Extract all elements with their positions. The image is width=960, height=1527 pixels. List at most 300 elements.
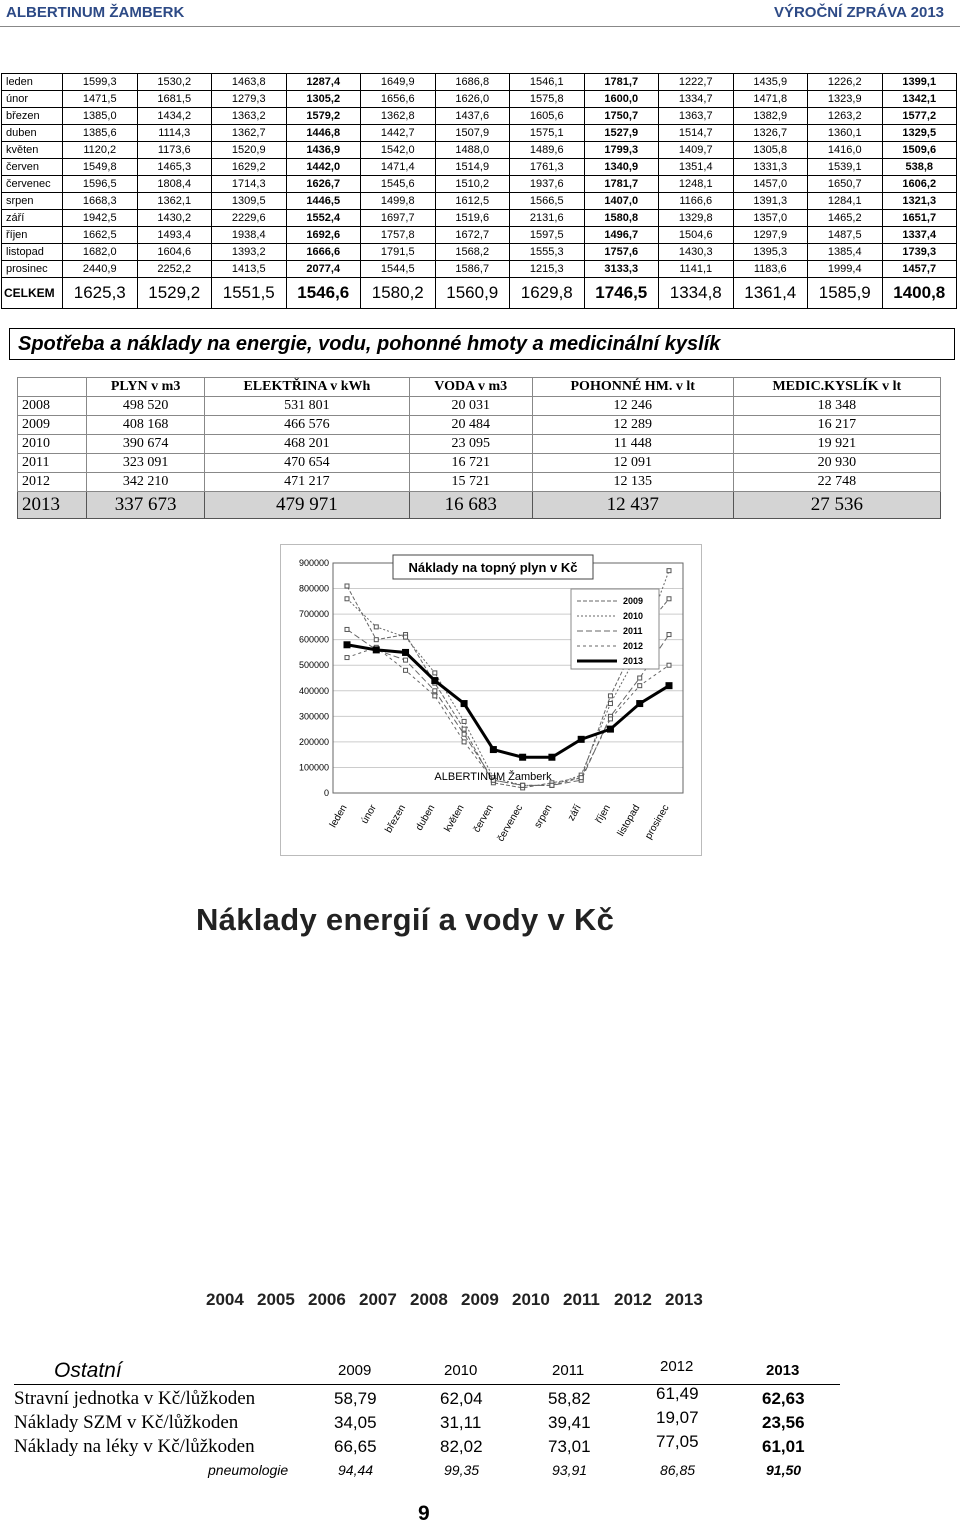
- page-number: 9: [418, 1502, 430, 1525]
- table-row: [2, 91, 957, 108]
- energy-section-title: Spotřeba a náklady na energie, vodu, pohonné hmoty a medicinální kyslík: [18, 333, 721, 355]
- ostatni-row-label: Náklady na léky v Kč/lůžkoden: [14, 1436, 255, 1457]
- month-label: listopad: [2, 244, 63, 261]
- data-point: [374, 638, 378, 642]
- ostatni-row-label: Náklady SZM v Kč/lůžkoden: [14, 1412, 239, 1433]
- pneumologie-label: pneumologie: [208, 1462, 289, 1478]
- data-point: [637, 701, 643, 707]
- table-cell: 2131,6: [510, 210, 585, 227]
- ostatni-cell: 58,82: [548, 1389, 591, 1408]
- table-row: [2, 159, 957, 176]
- y-tick-label: 100000: [298, 762, 329, 773]
- table-cell: 1529,2: [137, 278, 212, 309]
- table-cell: 1362,1: [137, 193, 212, 210]
- gas-cost-chart: [280, 544, 702, 856]
- column-header: POHONNÉ HM. v lt: [532, 378, 733, 397]
- table-cell: 470 654: [205, 454, 409, 473]
- table-cell: 1173,6: [137, 142, 212, 159]
- ostatni-cell: 58,79: [334, 1389, 377, 1408]
- table-cell: 15 721: [409, 473, 532, 492]
- year-label: 2007: [359, 1290, 397, 1309]
- x-tick-label: únor: [359, 803, 379, 826]
- table-cell: 1682,0: [63, 244, 138, 261]
- table-cell: 1409,7: [659, 142, 734, 159]
- table-cell: 1596,5: [63, 176, 138, 193]
- table-cell: 1656,6: [361, 91, 436, 108]
- table-cell: 1326,7: [733, 125, 808, 142]
- table-cell: 1331,3: [733, 159, 808, 176]
- month-label: srpen: [2, 193, 63, 210]
- table-cell: 1504,6: [659, 227, 734, 244]
- row-year: 2011: [18, 454, 87, 473]
- data-point: [578, 736, 584, 742]
- data-point: [404, 658, 408, 662]
- table-row: [2, 261, 957, 278]
- chart-title: Náklady na topný plyn v Kč: [408, 560, 578, 575]
- x-tick-label: prosinec: [643, 803, 672, 842]
- row-year: 2013: [18, 492, 87, 519]
- table-cell: 1580,8: [584, 210, 659, 227]
- ostatni-cell: 73,01: [548, 1437, 591, 1456]
- table-cell: 1604,6: [137, 244, 212, 261]
- table-row: [2, 125, 957, 142]
- year-label: 2011: [563, 1290, 600, 1309]
- table-cell: 1329,5: [882, 125, 957, 142]
- table-cell: 1750,7: [584, 108, 659, 125]
- month-label: prosinec: [2, 261, 63, 278]
- x-tick-label: září: [565, 803, 584, 823]
- data-point: [404, 635, 408, 639]
- table-cell: 1539,1: [808, 159, 883, 176]
- table-cell: 531 801: [205, 397, 409, 416]
- month-label: březen: [2, 108, 63, 125]
- table-cell: 1799,3: [584, 142, 659, 159]
- table-cell: 1746,5: [584, 278, 659, 309]
- data-point: [461, 701, 467, 707]
- table-cell: 471 217: [205, 473, 409, 492]
- x-tick-label: květen: [442, 803, 467, 835]
- table-cell: 1337,4: [882, 227, 957, 244]
- ostatni-year-header: 2010: [444, 1362, 478, 1379]
- x-tick-label: červenec: [495, 803, 526, 844]
- table-cell: 1714,3: [212, 176, 287, 193]
- year-label: 2010: [512, 1290, 550, 1309]
- ostatni-year-header: 2009: [338, 1362, 372, 1379]
- energy-table: [17, 377, 941, 519]
- table-cell: 1488,0: [435, 142, 510, 159]
- data-point: [345, 597, 349, 601]
- total-label: CELKEM: [2, 278, 63, 309]
- month-label: říjen: [2, 227, 63, 244]
- month-label: červenec: [2, 176, 63, 193]
- table-cell: 19 921: [733, 435, 940, 454]
- ostatni-cell: 61,49: [656, 1384, 699, 1403]
- table-cell: 1579,2: [286, 108, 361, 125]
- data-point: [579, 776, 583, 780]
- table-cell: 22 748: [733, 473, 940, 492]
- data-point: [345, 656, 349, 660]
- table-cell: 1391,3: [733, 193, 808, 210]
- data-point: [638, 684, 642, 688]
- table-cell: 498 520: [87, 397, 205, 416]
- data-point: [344, 642, 350, 648]
- table-cell: 1465,3: [137, 159, 212, 176]
- table-cell: 1357,0: [733, 210, 808, 227]
- x-tick-label: červen: [471, 803, 496, 835]
- table-cell: 1395,3: [733, 244, 808, 261]
- ostatni-year-header: 2012: [660, 1358, 694, 1375]
- data-point: [667, 597, 671, 601]
- table-cell: 1284,1: [808, 193, 883, 210]
- table-cell: 538,8: [882, 159, 957, 176]
- table-cell: 1362,7: [212, 125, 287, 142]
- table-cell: 1612,5: [435, 193, 510, 210]
- table-cell: 1463,8: [212, 74, 287, 91]
- table-cell: 1329,8: [659, 210, 734, 227]
- data-point: [667, 569, 671, 573]
- data-point: [432, 678, 438, 684]
- ostatni-cell: 62,04: [440, 1389, 483, 1408]
- data-point: [666, 683, 672, 689]
- table-row: [18, 492, 941, 519]
- table-cell: 1999,4: [808, 261, 883, 278]
- table-cell: 1757,8: [361, 227, 436, 244]
- legend-label: 2012: [623, 641, 644, 651]
- table-cell: 1489,6: [510, 142, 585, 159]
- table-cell: 1393,2: [212, 244, 287, 261]
- y-tick-label: 300000: [298, 711, 329, 722]
- table-cell: 1487,5: [808, 227, 883, 244]
- x-tick-label: srpen: [532, 803, 555, 831]
- year-label: 2008: [410, 1290, 448, 1309]
- pneumologie-cell: 91,50: [766, 1462, 802, 1478]
- energy-costs-title: Náklady energií a vody v Kč: [196, 902, 615, 937]
- table-cell: 1514,9: [435, 159, 510, 176]
- month-label: květen: [2, 142, 63, 159]
- table-cell: 1668,3: [63, 193, 138, 210]
- y-tick-label: 0: [323, 788, 329, 798]
- data-point: [550, 783, 554, 787]
- table-cell: 1575,1: [510, 125, 585, 142]
- data-point: [433, 694, 437, 698]
- table-cell: 1430,3: [659, 244, 734, 261]
- table-cell: 1287,4: [286, 74, 361, 91]
- ostatni-cell: 39,41: [548, 1413, 591, 1432]
- x-tick-label: leden: [327, 803, 350, 830]
- data-point: [374, 625, 378, 629]
- column-header: PLYN v m3: [87, 378, 205, 397]
- table-row: [2, 244, 957, 261]
- ostatni-row-label: Stravní jednotka v Kč/lůžkoden: [14, 1388, 256, 1409]
- table-cell: 1446,5: [286, 193, 361, 210]
- table-cell: 1507,9: [435, 125, 510, 142]
- table-cell: 27 536: [733, 492, 940, 519]
- row-year: 2009: [18, 416, 87, 435]
- data-point: [607, 726, 613, 732]
- energy-section-heading: [9, 328, 955, 360]
- table-cell: 1781,7: [584, 74, 659, 91]
- data-point: [462, 719, 466, 723]
- table-cell: 16 683: [409, 492, 532, 519]
- data-point: [404, 668, 408, 672]
- legend-label: 2011: [623, 626, 643, 636]
- data-point: [520, 754, 526, 760]
- table-cell: 1666,6: [286, 244, 361, 261]
- table-cell: 466 576: [205, 416, 409, 435]
- table-row: [18, 473, 941, 492]
- table-cell: 1226,2: [808, 74, 883, 91]
- table-cell: 1457,0: [733, 176, 808, 193]
- data-point: [521, 783, 525, 787]
- table-cell: 1297,9: [733, 227, 808, 244]
- ostatni-year-header: 2011: [552, 1362, 585, 1379]
- table-cell: 2229,6: [212, 210, 287, 227]
- table-cell: 1580,2: [361, 278, 436, 309]
- data-point: [373, 647, 379, 653]
- row-year: 2010: [18, 435, 87, 454]
- data-point: [433, 671, 437, 675]
- table-row: [2, 142, 957, 159]
- table-cell: 16 721: [409, 454, 532, 473]
- pneumologie-cell: 93,91: [552, 1462, 588, 1478]
- table-cell: 1599,3: [63, 74, 138, 91]
- table-cell: 1334,8: [659, 278, 734, 309]
- year-label: 2009: [461, 1290, 499, 1309]
- table-cell: 1585,9: [808, 278, 883, 309]
- table-cell: 1360,1: [808, 125, 883, 142]
- table-cell: 1686,8: [435, 74, 510, 91]
- x-tick-label: duben: [413, 803, 438, 833]
- table-cell: 1263,2: [808, 108, 883, 125]
- table-cell: 1442,0: [286, 159, 361, 176]
- table-cell: 1334,7: [659, 91, 734, 108]
- table-cell: 2440,9: [63, 261, 138, 278]
- ostatni-cell: 77,05: [656, 1432, 699, 1451]
- table-cell: 408 168: [87, 416, 205, 435]
- table-cell: 1340,9: [584, 159, 659, 176]
- legend-label: 2013: [623, 656, 644, 666]
- table-cell: 1342,1: [882, 91, 957, 108]
- table-cell: 1629,2: [212, 159, 287, 176]
- table-cell: 1362,8: [361, 108, 436, 125]
- y-tick-label: 600000: [298, 634, 329, 645]
- table-cell: 1942,5: [63, 210, 138, 227]
- data-point: [608, 717, 612, 721]
- data-point: [462, 740, 466, 744]
- table-cell: 1662,5: [63, 227, 138, 244]
- data-point: [462, 732, 466, 736]
- table-cell: 1305,2: [286, 91, 361, 108]
- table-cell: 1605,6: [510, 108, 585, 125]
- table-cell: 23 095: [409, 435, 532, 454]
- month-label: září: [2, 210, 63, 227]
- table-cell: 1499,8: [361, 193, 436, 210]
- x-tick-label: březen: [383, 803, 409, 835]
- table-cell: 1399,1: [882, 74, 957, 91]
- table-cell: 1586,7: [435, 261, 510, 278]
- column-header: MEDIC.KYSLÍK v lt: [733, 378, 940, 397]
- table-cell: 1650,7: [808, 176, 883, 193]
- table-cell: 1509,6: [882, 142, 957, 159]
- data-point: [638, 676, 642, 680]
- data-point: [433, 689, 437, 693]
- column-header: VODA v m3: [409, 378, 532, 397]
- gas-cost-chart-svg: [281, 545, 701, 855]
- legend-label: 2010: [623, 611, 644, 621]
- ostatni-cell: 82,02: [440, 1437, 483, 1456]
- table-cell: 1382,9: [733, 108, 808, 125]
- month-label: únor: [2, 91, 63, 108]
- table-cell: 1120,2: [63, 142, 138, 159]
- month-label: leden: [2, 74, 63, 91]
- table-cell: 1692,6: [286, 227, 361, 244]
- table-cell: 1597,5: [510, 227, 585, 244]
- table-cell: 1430,2: [137, 210, 212, 227]
- table-cell: 1323,9: [808, 91, 883, 108]
- data-point: [608, 694, 612, 698]
- table-cell: 20 930: [733, 454, 940, 473]
- ostatni-cell: 34,05: [334, 1413, 377, 1432]
- table-cell: 1416,0: [808, 142, 883, 159]
- year-label: 2006: [308, 1290, 346, 1309]
- table-cell: 1629,8: [510, 278, 585, 309]
- column-header: ELEKTŘINA v kWh: [205, 378, 409, 397]
- table-row: [2, 108, 957, 125]
- table-cell: 1761,3: [510, 159, 585, 176]
- table-cell: 1496,7: [584, 227, 659, 244]
- table-cell: 1510,2: [435, 176, 510, 193]
- table-cell: 1309,5: [212, 193, 287, 210]
- x-tick-label: listopad: [615, 803, 643, 839]
- table-cell: 1435,9: [733, 74, 808, 91]
- table-row: [2, 74, 957, 91]
- data-point: [608, 702, 612, 706]
- table-cell: 1808,4: [137, 176, 212, 193]
- table-cell: 1681,5: [137, 91, 212, 108]
- table-row: [18, 435, 941, 454]
- table-cell: 1279,3: [212, 91, 287, 108]
- table-cell: 1385,6: [63, 125, 138, 142]
- ostatni-cell: 66,65: [334, 1437, 377, 1456]
- header-report-title: VÝROČNÍ ZPRÁVA 2013: [773, 4, 944, 21]
- table-cell: 1527,9: [584, 125, 659, 142]
- table-cell: 11 448: [532, 435, 733, 454]
- table-cell: 1114,3: [137, 125, 212, 142]
- table-cell: 1545,6: [361, 176, 436, 193]
- table-cell: 1471,5: [63, 91, 138, 108]
- year-label: 2013: [665, 1290, 703, 1309]
- legend-label: 2009: [623, 596, 644, 606]
- data-point: [667, 633, 671, 637]
- table-cell: 342 210: [87, 473, 205, 492]
- table-row: [18, 416, 941, 435]
- table-cell: 1363,2: [212, 108, 287, 125]
- table-cell: 1626,0: [435, 91, 510, 108]
- table-cell: 1549,8: [63, 159, 138, 176]
- table-cell: 1183,6: [733, 261, 808, 278]
- table-cell: 1407,0: [584, 193, 659, 210]
- table-cell: 1542,0: [361, 142, 436, 159]
- table-cell: 1457,7: [882, 261, 957, 278]
- table-cell: 3133,3: [584, 261, 659, 278]
- table-cell: 1649,9: [361, 74, 436, 91]
- data-point: [403, 649, 409, 655]
- table-cell: 2077,4: [286, 261, 361, 278]
- table-cell: 1937,6: [510, 176, 585, 193]
- table-cell: 1600,0: [584, 91, 659, 108]
- table-cell: 1739,3: [882, 244, 957, 261]
- energy-costs-year-axis: [206, 1290, 816, 1312]
- table-cell: 1471,8: [733, 91, 808, 108]
- table-cell: 1606,2: [882, 176, 957, 193]
- table-cell: 1546,6: [286, 278, 361, 309]
- table-cell: 1575,8: [510, 91, 585, 108]
- table-row: [2, 210, 957, 227]
- table-cell: 1791,5: [361, 244, 436, 261]
- table-cell: 1544,5: [361, 261, 436, 278]
- table-cell: 479 971: [205, 492, 409, 519]
- table-cell: 1363,7: [659, 108, 734, 125]
- ostatni-cell: 23,56: [762, 1413, 805, 1432]
- table-cell: 468 201: [205, 435, 409, 454]
- pneumologie-cell: 94,44: [338, 1462, 374, 1478]
- table-cell: 1551,5: [212, 278, 287, 309]
- table-cell: 12 091: [532, 454, 733, 473]
- table-cell: 1471,4: [361, 159, 436, 176]
- y-tick-label: 400000: [298, 685, 329, 696]
- pneumologie-cell: 86,85: [660, 1462, 696, 1478]
- row-year: 2012: [18, 473, 87, 492]
- table-cell: 1222,7: [659, 74, 734, 91]
- data-point: [345, 584, 349, 588]
- page-header: [0, 0, 960, 27]
- table-cell: 1519,6: [435, 210, 510, 227]
- month-label: červen: [2, 159, 63, 176]
- ostatni-cell: 61,01: [762, 1437, 805, 1456]
- table-row: [18, 454, 941, 473]
- table-row: [18, 397, 941, 416]
- ostatni-title: Ostatní: [54, 1359, 122, 1382]
- table-cell: 1437,6: [435, 108, 510, 125]
- table-row: [2, 176, 957, 193]
- table-cell: 1938,4: [212, 227, 287, 244]
- table-cell: 1577,2: [882, 108, 957, 125]
- month-label: duben: [2, 125, 63, 142]
- table-cell: 1442,7: [361, 125, 436, 142]
- table-cell: 1781,7: [584, 176, 659, 193]
- table-cell: 1400,8: [882, 278, 957, 309]
- table-cell: 1248,1: [659, 176, 734, 193]
- table-cell: 1626,7: [286, 176, 361, 193]
- data-point: [462, 727, 466, 731]
- table-cell: 1321,3: [882, 193, 957, 210]
- table-cell: 1446,8: [286, 125, 361, 142]
- table-cell: 337 673: [87, 492, 205, 519]
- table-cell: 12 135: [532, 473, 733, 492]
- ostatni-cell: 62,63: [762, 1389, 805, 1408]
- table-cell: 1560,9: [435, 278, 510, 309]
- header-institution: ALBERTINUM ŽAMBERK: [6, 4, 185, 21]
- table-cell: 1305,8: [733, 142, 808, 159]
- table-cell: 1361,4: [733, 278, 808, 309]
- table-cell: 1166,6: [659, 193, 734, 210]
- total-row: [2, 278, 957, 309]
- table-cell: 1351,4: [659, 159, 734, 176]
- ostatni-year-header: 2013: [766, 1362, 800, 1379]
- y-tick-label: 800000: [298, 583, 329, 594]
- table-cell: 1436,9: [286, 142, 361, 159]
- table-cell: 1385,0: [63, 108, 138, 125]
